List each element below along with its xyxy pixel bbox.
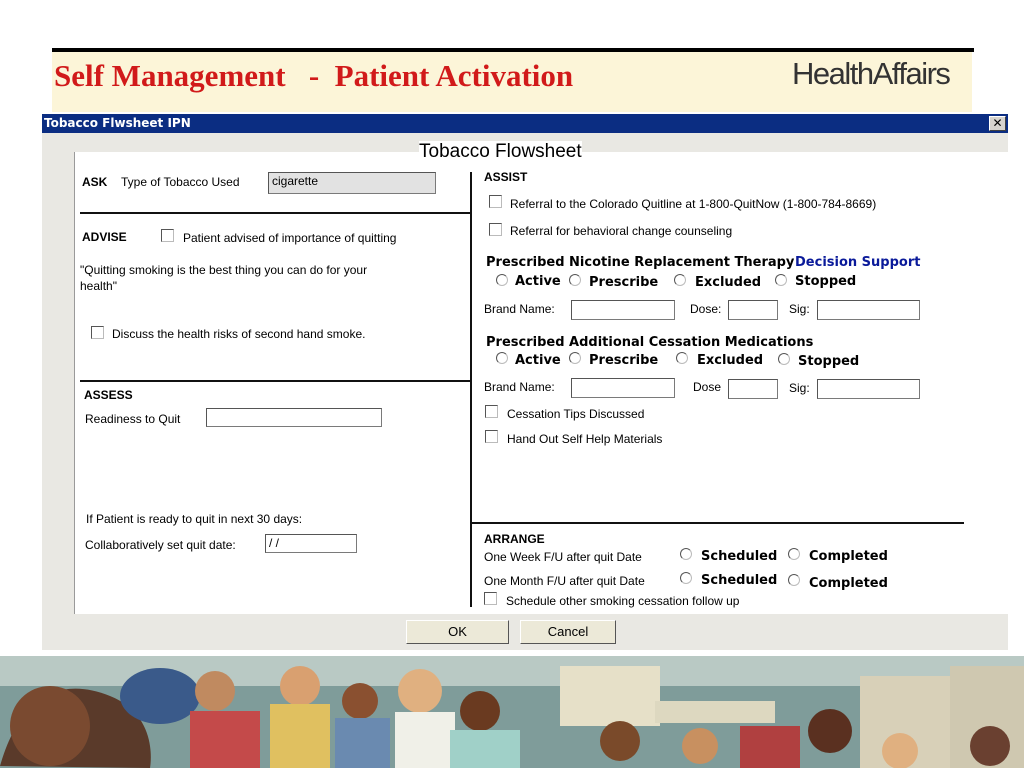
form-title: Tobacco Flowsheet — [419, 141, 582, 162]
additional-heading: Prescribed Additional Cessation Medications — [486, 335, 814, 350]
nrt-brand-label: Brand Name: — [484, 302, 555, 316]
close-icon[interactable]: ✕ — [989, 116, 1006, 131]
nrt-stopped-radio[interactable] — [775, 274, 787, 286]
med-sig-field[interactable] — [817, 379, 920, 399]
ok-button[interactable]: OK — [406, 620, 509, 644]
tips-checkbox[interactable] — [485, 405, 498, 418]
quit-date-field[interactable]: / / — [265, 534, 357, 553]
week-completed-label: Completed — [809, 549, 888, 564]
brand-logo: HealthAffairs — [792, 56, 950, 91]
med-excluded-label: Excluded — [697, 353, 764, 368]
arrange-heading: ARRANGE — [484, 532, 545, 546]
window-title: Tobacco Flwsheet IPN — [44, 116, 191, 130]
med-brand-field[interactable] — [571, 378, 675, 398]
cancel-button[interactable]: Cancel — [520, 620, 616, 644]
window-titlebar — [42, 114, 1008, 133]
tips-label: Cessation Tips Discussed — [507, 407, 645, 421]
nrt-active-radio[interactable] — [496, 274, 508, 286]
divider-assist — [470, 522, 964, 524]
advise-quote-line2: health" — [80, 279, 117, 293]
assist-heading: ASSIST — [484, 170, 528, 184]
nrt-sig-label: Sig: — [789, 302, 810, 316]
nrt-prescribe-label: Prescribe — [589, 275, 659, 290]
quitline-label: Referral to the Colorado Quitline at 1-800-QuitNow (1-800-784-8669) — [510, 197, 877, 211]
nrt-sig-field[interactable] — [817, 300, 920, 320]
nrt-active-label: Active — [515, 274, 561, 289]
quit-date-label: Collaboratively set quit date: — [85, 538, 236, 552]
handout-label: Hand Out Self Help Materials — [507, 432, 663, 446]
nrt-excluded-label: Excluded — [695, 275, 762, 290]
second-hand-checkbox[interactable] — [91, 326, 104, 339]
mural-image — [0, 656, 1024, 768]
med-dose-label: Dose — [693, 380, 722, 394]
nrt-excluded-radio[interactable] — [674, 274, 686, 286]
week-scheduled-label: Scheduled — [701, 549, 778, 564]
med-active-radio[interactable] — [496, 352, 508, 364]
one-month-label: One Month F/U after quit Date — [484, 574, 645, 588]
other-followup-label: Schedule other smoking cessation follow up — [506, 594, 740, 608]
decision-support-link[interactable]: Decision Support — [795, 255, 921, 270]
med-stopped-radio[interactable] — [778, 353, 790, 365]
month-scheduled-radio[interactable] — [680, 572, 692, 584]
assess-heading: ASSESS — [84, 388, 133, 402]
nrt-brand-field[interactable] — [571, 300, 675, 320]
tobacco-type-field[interactable]: cigarette — [268, 172, 436, 194]
advise-quote-line1: "Quitting smoking is the best thing you can do for your — [80, 263, 368, 277]
tobacco-type-label: Type of Tobacco Used — [121, 175, 240, 189]
nrt-heading: Prescribed Nicotine Replacement Therapy — [486, 255, 795, 270]
nrt-prescribe-radio[interactable] — [569, 274, 581, 286]
behavioral-label: Referral for behavioral change counseling — [510, 224, 733, 238]
other-followup-checkbox[interactable] — [484, 592, 497, 605]
nrt-dose-label: Dose: — [690, 302, 722, 316]
month-completed-radio[interactable] — [788, 574, 800, 586]
month-completed-label: Completed — [809, 576, 888, 591]
med-active-label: Active — [515, 353, 561, 368]
month-scheduled-label: Scheduled — [701, 573, 778, 588]
nrt-dose-field[interactable] — [728, 300, 778, 320]
ready-note: If Patient is ready to quit in next 30 days: — [86, 512, 303, 526]
behavioral-checkbox[interactable] — [489, 223, 502, 236]
mural-artwork — [0, 656, 1024, 768]
med-sig-label: Sig: — [789, 381, 810, 395]
week-scheduled-radio[interactable] — [680, 548, 692, 560]
med-excluded-radio[interactable] — [676, 352, 688, 364]
med-brand-label: Brand Name: — [484, 380, 555, 394]
med-prescribe-label: Prescribe — [589, 353, 659, 368]
nrt-stopped-label: Stopped — [795, 274, 857, 289]
column-divider — [470, 172, 472, 607]
handout-checkbox[interactable] — [485, 430, 498, 443]
divider-advise — [80, 380, 471, 382]
med-dose-field[interactable] — [728, 379, 778, 399]
second-hand-label: Discuss the health risks of second hand smoke. — [112, 327, 366, 341]
quitline-checkbox[interactable] — [489, 195, 502, 208]
readiness-label: Readiness to Quit — [85, 412, 181, 426]
divider-ask — [80, 212, 471, 214]
med-prescribe-radio[interactable] — [569, 352, 581, 364]
advised-label: Patient advised of importance of quitting — [183, 231, 397, 245]
advise-heading: ADVISE — [82, 230, 127, 244]
slide-title: Self Management - Patient Activation — [54, 58, 574, 93]
advised-checkbox[interactable] — [161, 229, 174, 242]
week-completed-radio[interactable] — [788, 548, 800, 560]
one-week-label: One Week F/U after quit Date — [484, 550, 642, 564]
readiness-field[interactable] — [206, 408, 382, 427]
ask-heading: ASK — [82, 175, 108, 189]
med-stopped-label: Stopped — [798, 354, 860, 369]
